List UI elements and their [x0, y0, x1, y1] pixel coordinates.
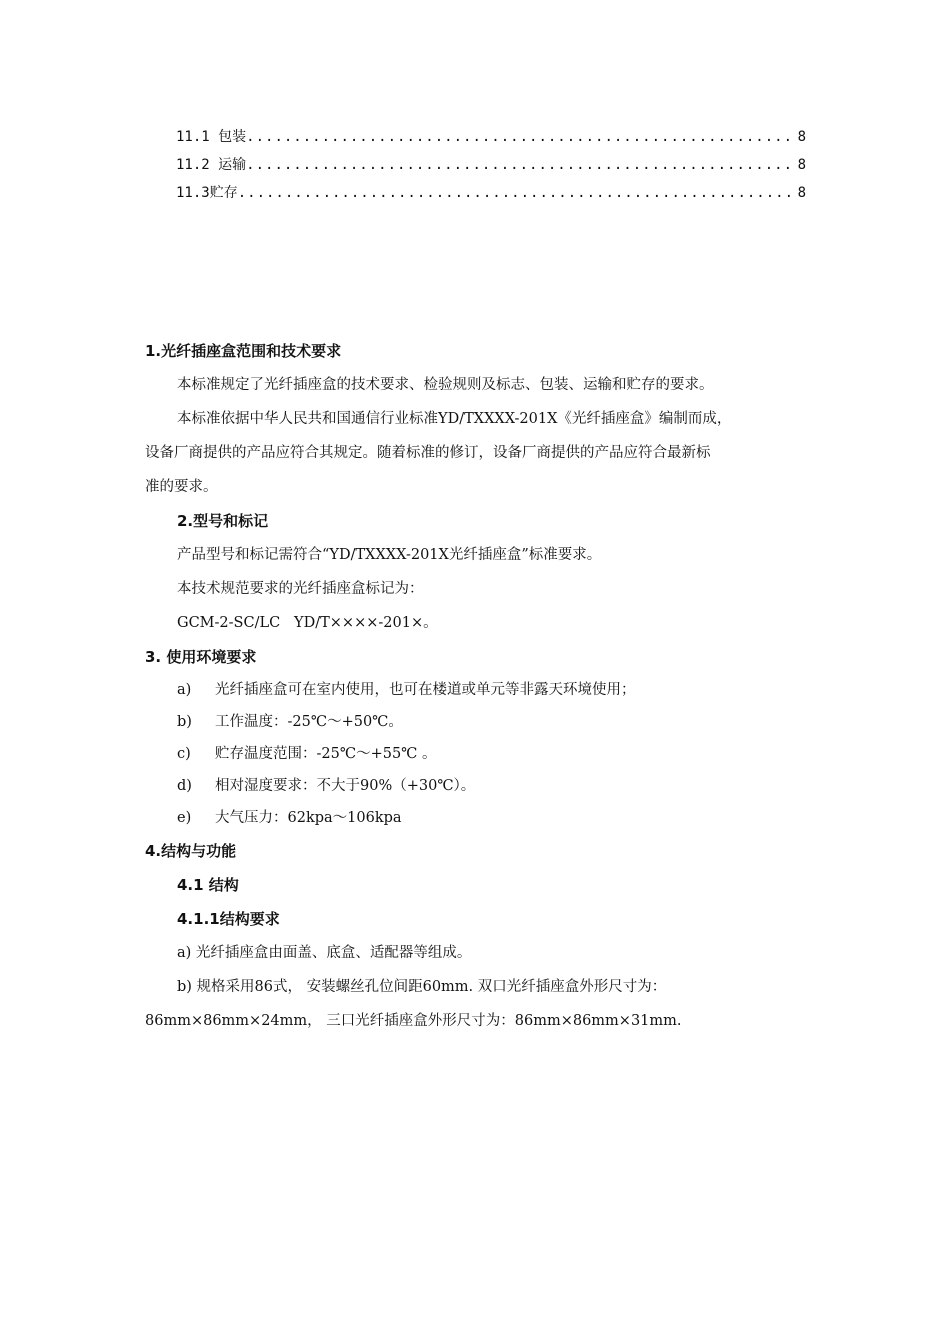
list-item — [145, 770, 805, 802]
section-4-1-heading: 4.1 结构 — [177, 876, 239, 894]
section-1-heading: 1.光纤插座盒范围和技术要求 — [145, 342, 342, 360]
section-2-paragraph: 本技术规范要求的光纤插座盒标记为： — [177, 581, 424, 597]
toc-entry-page: 8 — [797, 185, 806, 201]
list-marker: c) — [177, 746, 191, 762]
section-4-heading: 4.结构与功能 — [145, 842, 237, 860]
list-item — [145, 738, 805, 770]
product-marking: GCM-2-SC/LC YD/T××××-201×。 — [177, 615, 438, 631]
toc-entry-label: 11.2 运输 — [176, 157, 247, 173]
section-1-paragraph: 本标准规定了光纤插座盒的技术要求、检验规则及标志、包装、运输和贮存的要求。 — [177, 377, 714, 393]
list-marker: d) — [177, 778, 192, 794]
section-4-item-b-line: b) 规格采用86式， 安装螺丝孔位间距60mm. 双口光纤插座盒外形尺寸为： — [177, 979, 667, 995]
toc-entry-page: 8 — [797, 129, 806, 145]
toc-entry-label: 11.3贮存 — [176, 185, 238, 201]
list-item — [145, 706, 805, 738]
list-item — [145, 674, 805, 706]
section-4-1-1-heading: 4.1.1结构要求 — [177, 910, 280, 928]
section-1-paragraph-line: 设备厂商提供的产品应符合其规定。随着标准的修订，设备厂商提供的产品应符合最新标 — [145, 445, 711, 461]
list-item-text: 工作温度：-25℃～+50℃。 — [215, 714, 403, 730]
section-1-paragraph-line: 本标准依据中华人民共和国通信行业标准YD/TXXXX-201X《光纤插座盒》编制而成， — [177, 411, 732, 427]
toc-entry-label: 11.1 包装 — [176, 129, 247, 145]
section-2-heading: 2.型号和标记 — [177, 512, 269, 530]
section-3-heading: 3. 使用环境要求 — [145, 648, 257, 666]
section-1-paragraph-line: 准的要求。 — [145, 479, 218, 495]
section-4-item-a: a) 光纤插座盒由面盖、底盒、适配器等组成。 — [177, 945, 472, 961]
toc-entry-page: 8 — [797, 157, 806, 173]
list-marker: b) — [177, 714, 192, 730]
toc-leader-dots — [246, 129, 795, 145]
section-2-paragraph: 产品型号和标记需符合“YD/TXXXX-201X光纤插座盒”标准要求。 — [177, 547, 602, 563]
list-item-text: 大气压力：62kpa～106kpa — [215, 810, 402, 826]
list-marker: a) — [177, 682, 192, 698]
toc-entry[interactable] — [176, 182, 806, 210]
list-item-text: 贮存温度范围：-25℃～+55℃ 。 — [215, 746, 437, 762]
list-item-text: 相对湿度要求：不大于90%（+30℃）。 — [215, 778, 476, 794]
table-of-contents — [176, 126, 806, 210]
list-marker: e) — [177, 810, 192, 826]
toc-entry[interactable] — [176, 126, 806, 154]
section-4-item-b-line: 86mm×86mm×24mm， 三口光纤插座盒外形尺寸为：86mm×86mm×31mm. — [145, 1013, 682, 1029]
list-item — [145, 802, 805, 834]
toc-leader-dots — [246, 157, 795, 173]
toc-entry[interactable] — [176, 154, 806, 182]
list-item-text: 光纤插座盒可在室内使用，也可在楼道或单元等非露天环境使用； — [215, 682, 636, 698]
toc-leader-dots — [238, 185, 796, 201]
document-body — [145, 334, 805, 1038]
